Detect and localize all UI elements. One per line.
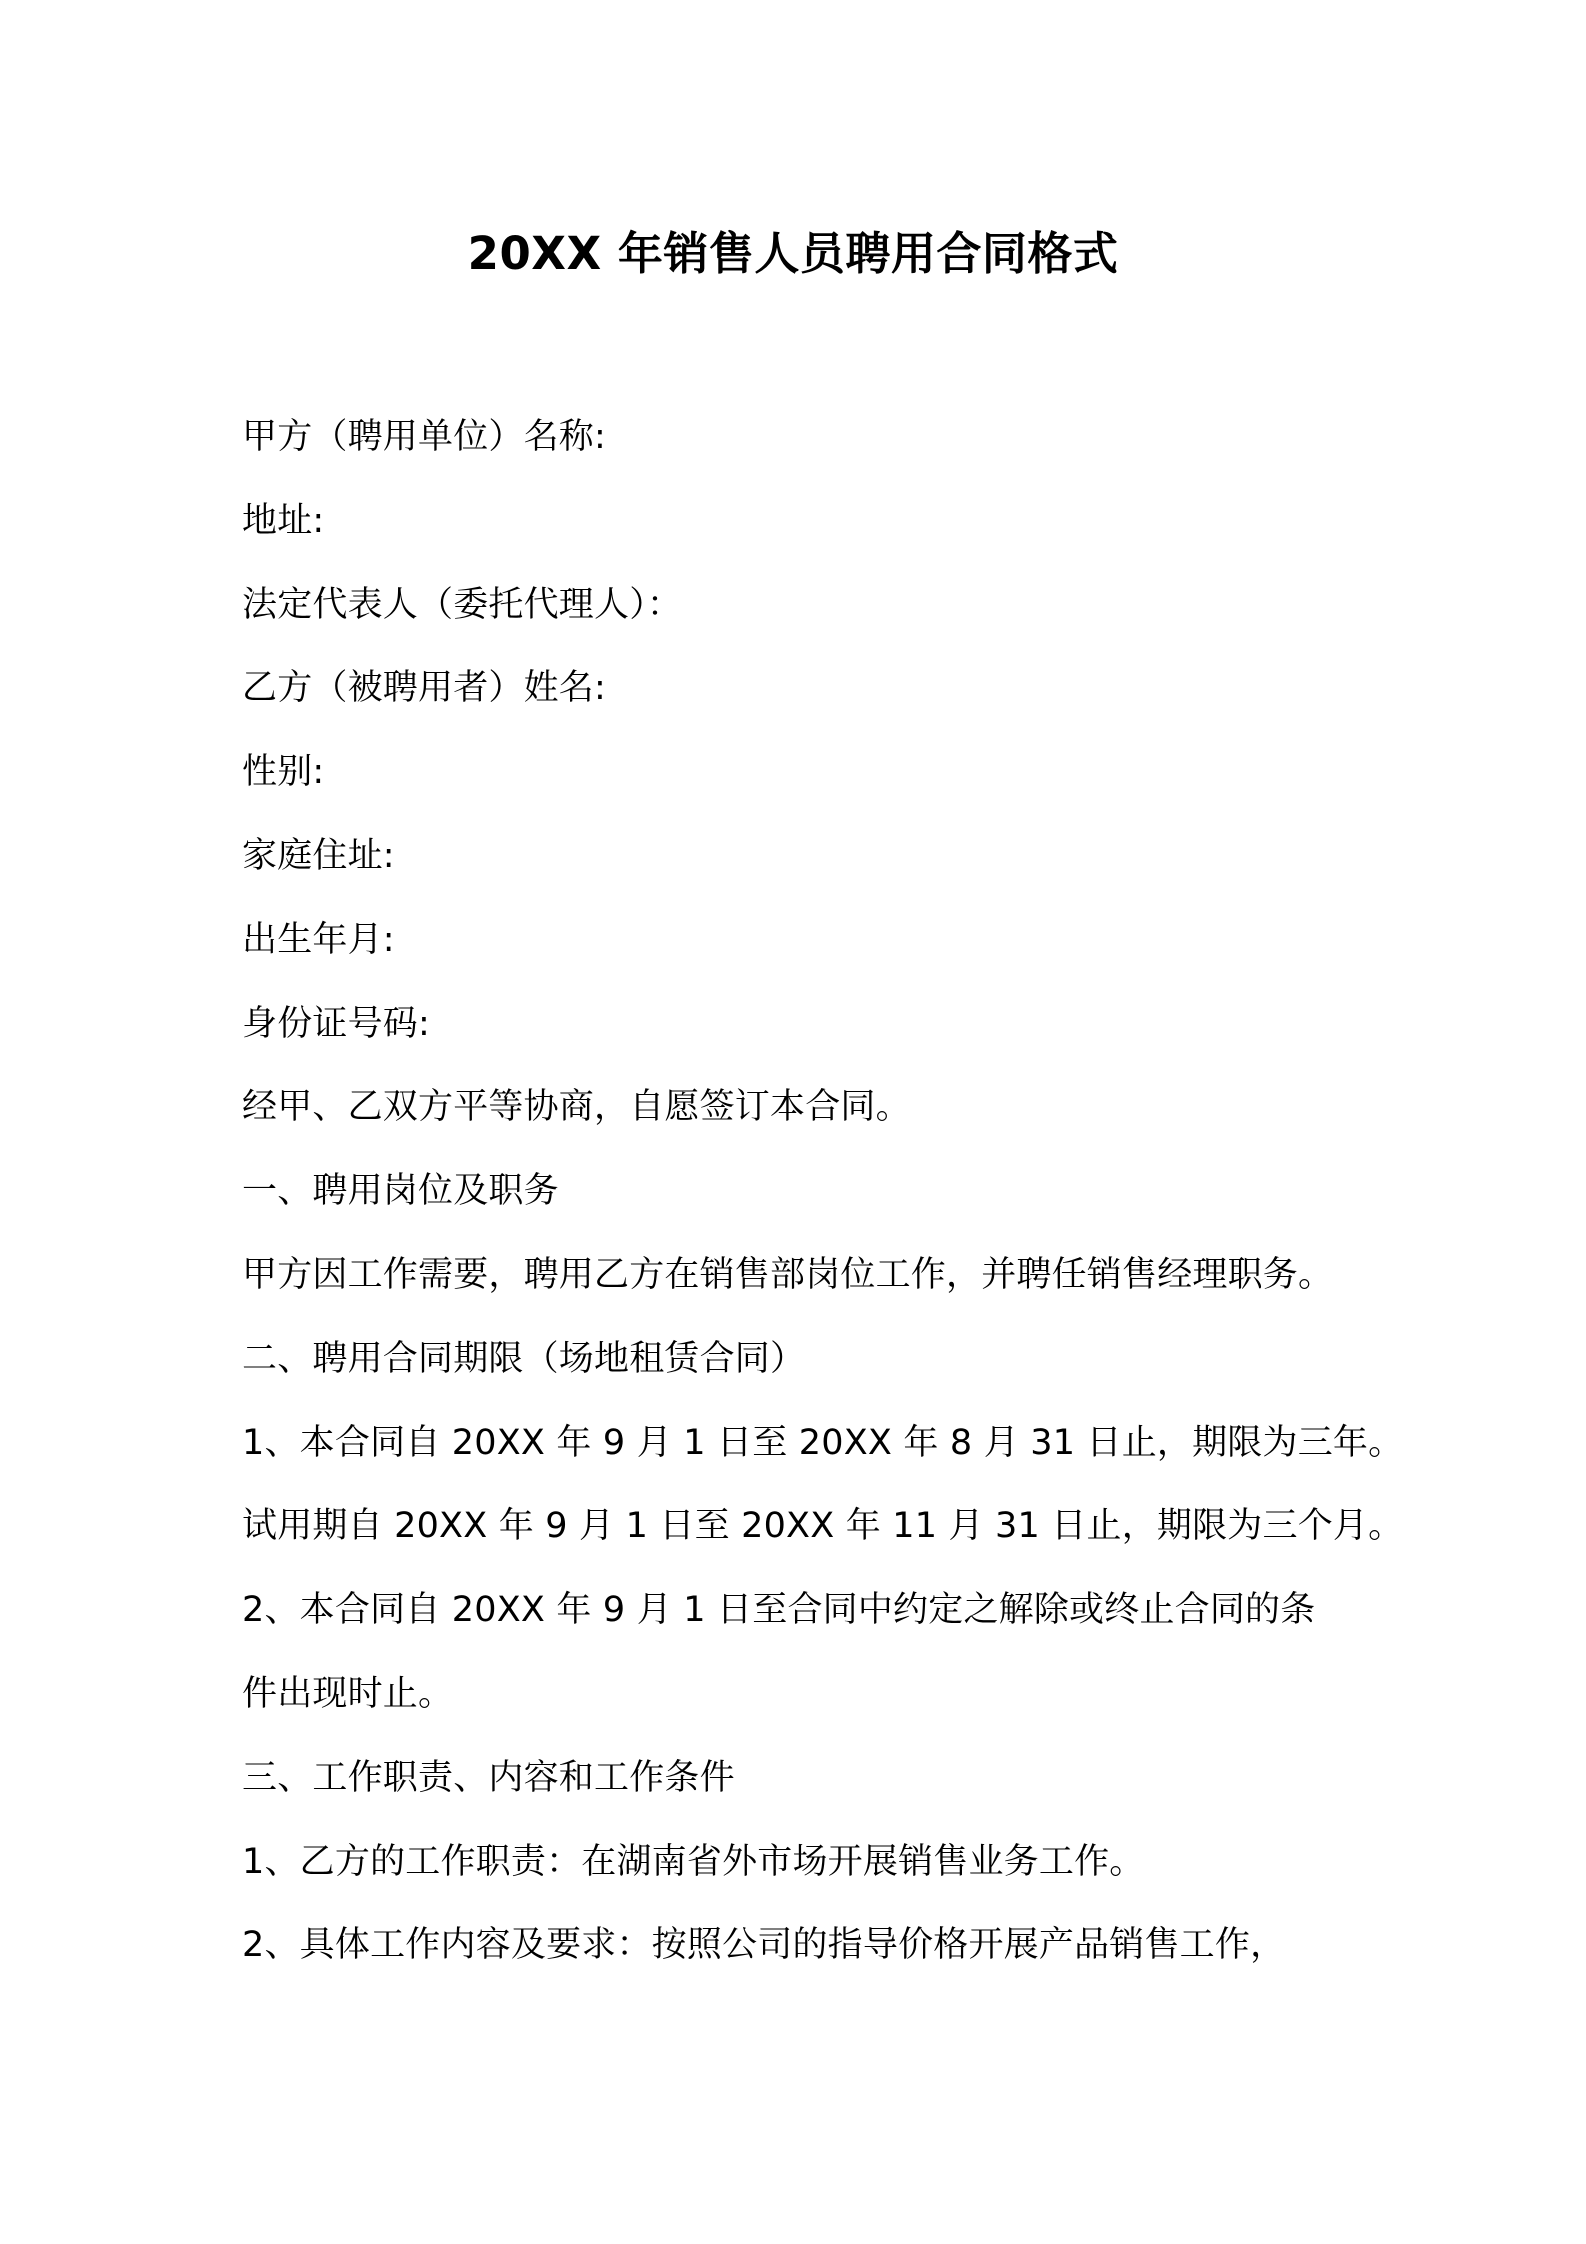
section-one-heading: 一、聘用岗位及职务 [242, 1171, 559, 1212]
job-content-clause: 2、具体工作内容及要求：按照公司的指导价格开展产品销售工作， [242, 1925, 1286, 1966]
party-b-name-line: 乙方（被聘用者）姓名: [242, 668, 606, 709]
document-title: 20XX 年销售人员聘用合同格式 [467, 227, 1119, 280]
home-address-line: 家庭住址: [242, 835, 395, 876]
gender-line: 性别: [242, 752, 325, 793]
section-three-heading: 三、工作职责、内容和工作条件 [242, 1757, 735, 1798]
birth-date-line: 出生年月: [242, 919, 395, 960]
agreement-statement: 经甲、乙双方平等协商，自愿签订本合同。 [242, 1087, 911, 1128]
contract-term-clause-2: 2、本合同自 20XX 年 9 月 1 日至合同中约定之解除或终止合同的条 [242, 1590, 1316, 1631]
party-a-name-line: 甲方（聘用单位）名称: [242, 417, 606, 457]
address-line: 地址: [242, 500, 325, 541]
section-two-heading: 二、聘用合同期限（场地租赁合同） [242, 1338, 806, 1379]
legal-representative-line: 法定代表人（委托代理人）： [242, 584, 683, 625]
document-body [242, 405, 1404, 1997]
id-number-line: 身份证号码: [242, 1003, 430, 1044]
job-duty-clause: 1、乙方的工作职责：在湖南省外市场开展销售业务工作。 [242, 1841, 1145, 1882]
section-one-paragraph: 甲方因工作需要，聘用乙方在销售部岗位工作，并聘任销售经理职务。 [242, 1254, 1334, 1295]
probation-period-clause: 试用期自 20XX 年 9 月 1 日至 20XX 年 11 月 31 日止，期限为三个月。 [242, 1506, 1404, 1547]
contract-term-clause-2-continuation: 件出现时止。 [242, 1673, 454, 1714]
contract-term-clause-1: 1、本合同自 20XX 年 9 月 1 日至 20XX 年 8 月 31 日止，期限为三年。 [242, 1422, 1404, 1463]
